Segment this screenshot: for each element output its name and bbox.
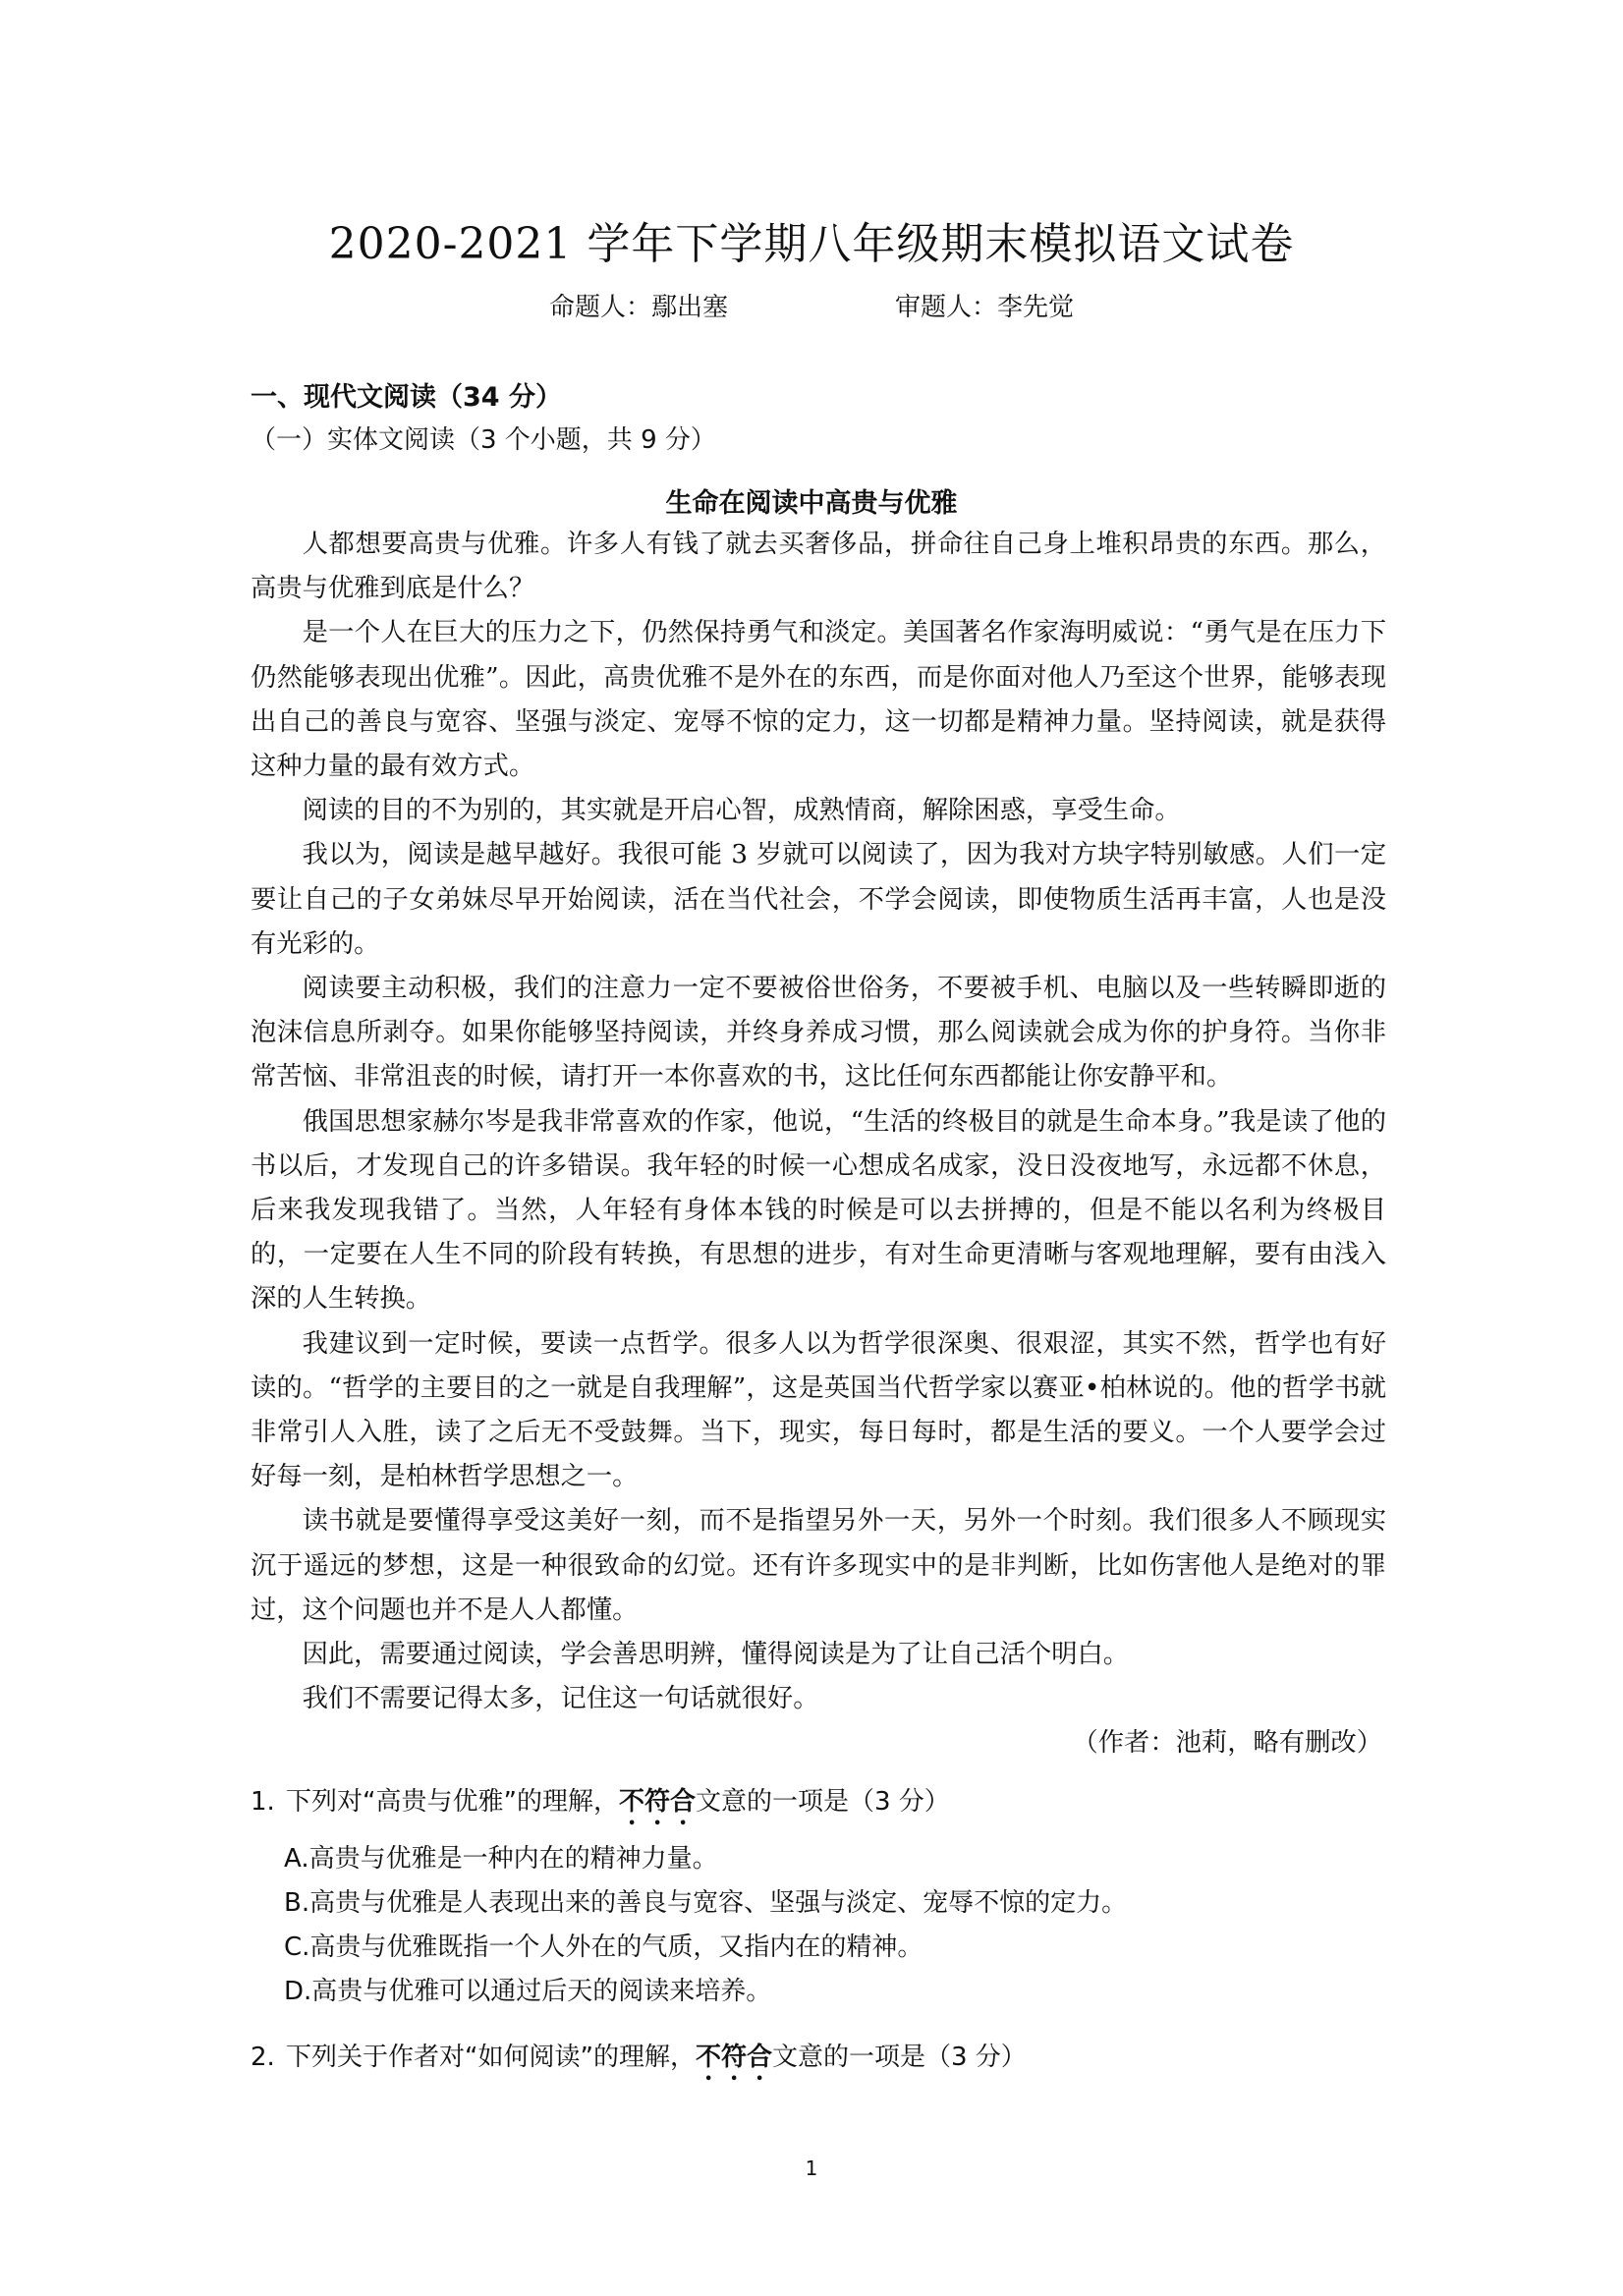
section-heading: 一、现代文阅读（34 分）: [251, 382, 562, 413]
question-stem: 下列关于作者对“如何阅读”的理解，: [286, 2043, 696, 2072]
question-emphasis: 不符合: [618, 1787, 696, 1817]
questions: [251, 1780, 1386, 2087]
article-body: [251, 523, 1386, 1766]
exam-title: 2020-2021 学年下学期八年级期末模拟语文试卷: [328, 219, 1295, 269]
question-number: 2.: [251, 2043, 275, 2072]
question-1-options: [284, 1837, 1386, 2014]
question-2: [251, 2036, 1386, 2087]
article-paragraph: 我以为，阅读是越早越好。我很可能 3 岁就可以阅读了，因为我对方块字特别敏感。人们一定要让自己的子女弟妹尽早开始阅读，活在当代社会，不学会阅读，即使物质生活再丰富，人也是没有光彩的。: [251, 840, 1386, 959]
question-stem-end: 文意的一项是（3 分）: [695, 1787, 950, 1817]
article-paragraph: 阅读要主动积极，我们的注意力一定不要被俗世俗务，不要被手机、电脑以及一些转瞬即逝的泡沫信息所剥夺。如果你能够坚持阅读，并终身养成习惯，那么阅读就会成为你的护身符。当你非常苦恼、非常沮丧的时候，请打开一本你喜欢的书，这比任何东西都能让你安静平和。: [251, 974, 1386, 1092]
reviewer: 审题人：李先觉: [895, 293, 1075, 322]
article-paragraph: 我建议到一定时候，要读一点哲学。很多人以为哲学很深奥、很艰涩，其实不然，哲学也有好读的。“哲学的主要目的之一就是自我理解”，这是英国当代哲学家以赛亚•柏林说的。他的哲学书就非常引人入胜，读了之后无不受鼓舞。当下，现实，每日每时，都是生活的要义。一个人要学会过好每一刻，是柏林哲学思想之一。: [251, 1328, 1386, 1492]
article-paragraph: 阅读的目的不为别的，其实就是开启心智，成熟情商，解除困惑，享受生命。: [302, 796, 1181, 826]
article-paragraph: 因此，需要通过阅读，学会善思明辨，懂得阅读是为了让自己活个明白。: [302, 1640, 1130, 1670]
question-emphasis: 不符合: [695, 2043, 772, 2072]
subsection-heading: （一）实体文阅读（3 个小题，共 9 分）: [251, 425, 716, 455]
article-paragraph: 人都想要高贵与优雅。许多人有钱了就去买奢侈品，拼命往自己身上堆积昂贵的东西。那么，高贵与优雅到底是什么？: [251, 530, 1386, 604]
option-d: D.高贵与优雅可以通过后天的阅读来培养。: [284, 1977, 772, 2006]
page-number: 1: [805, 2156, 818, 2180]
article-credit: （作者：池莉，略有删改）: [1072, 1728, 1382, 1759]
article-paragraph: 是一个人在巨大的压力之下，仍然保持勇气和淡定。美国著名作家海明威说：“勇气是在压力下仍然能够表现出优雅”。因此，高贵优雅不是外在的东西，而是你面对他人乃至这个世界，能够表现出自己的善良与宽容、坚强与淡定、宠辱不惊的定力，这一切都是精神力量。坚持阅读，就是获得这种力量的最有效方式。: [251, 618, 1386, 782]
article-title: 生命在阅读中高贵与优雅: [665, 488, 958, 519]
option-c: C.高贵与优雅既指一个人外在的气质，又指内在的精神。: [284, 1932, 923, 1962]
proposer: 命题人：鄢出塞: [548, 293, 728, 322]
option-a: A.高贵与优雅是一种内在的精神力量。: [284, 1844, 718, 1874]
article-paragraph: 俄国思想家赫尔岑是我非常喜欢的作家，他说，“生活的终极目的就是生命本身。”我是读了他的书以后，才发现自己的许多错误。我年轻的时候一心想成名成家，没日没夜地写，永远都不休息，后来我发现我错了。当然，人年轻有身体本钱的时候是可以去拼搏的，但是不能以名利为终极目的，一定要在人生不同的阶段有转换，有思想的进步，有对生命更清晰与客观地理解，要有由浅入深的人生转换。: [251, 1106, 1386, 1315]
article-paragraph: 读书就是要懂得享受这美好一刻，而不是指望另外一天，另外一个时刻。我们很多人不顾现实沉于遥远的梦想，这是一种很致命的幻觉。还有许多现实中的是非判断，比如伤害他人是绝对的罪过，这个问题也并不是人人都懂。: [251, 1506, 1386, 1625]
author-line: [0, 287, 1623, 323]
option-b: B.高贵与优雅是人表现出来的善良与宽容、坚强与淡定、宠辱不惊的定力。: [284, 1888, 1128, 1918]
question-1: [251, 1780, 1386, 1831]
article-paragraph: 我们不需要记得太多，记住这一句话就很好。: [302, 1684, 819, 1714]
question-stem: 下列对“高贵与优雅”的理解，: [286, 1787, 619, 1817]
question-stem-end: 文意的一项是（3 分）: [771, 2043, 1027, 2072]
question-number: 1.: [251, 1787, 275, 1817]
